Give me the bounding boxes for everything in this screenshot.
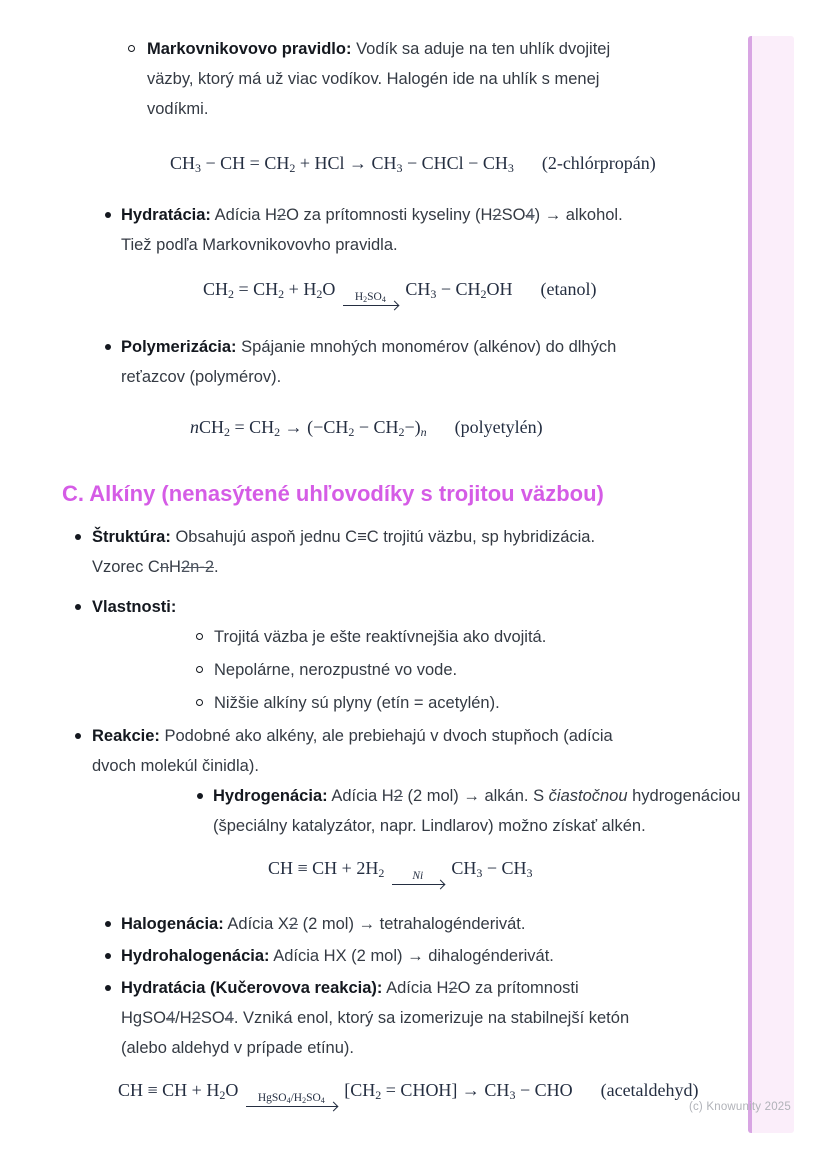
reaction-condition-label: $HgSO_4/H_2SO_4$ (257, 1092, 325, 1105)
equation-formula: CH ≡ CH + $2H_2$ Ni $CH_3 - CH_3$ (268, 858, 532, 878)
term-label: Markovnikovovo pravidlo: (147, 40, 352, 58)
equation-polyethylene (0, 412, 828, 442)
term-text: Adícia X2 (2 mol) → tetrahalogénderivát. (227, 915, 526, 933)
term-label: Reakcie: (92, 727, 160, 745)
bullet-icon (105, 953, 111, 959)
term-text: Adícia H2 (2 mol) → alkán. S čiastočnou hydrogenáciou (špeciálny katalyzátor, napr. Lindlarov) možno získať alkén. (213, 787, 741, 835)
alkyne-reactions-sublist-continued (0, 909, 828, 1063)
equation-formula: $nCH_2 = CH_2 \to (-CH_2 - CH_2-)_n$ (190, 417, 427, 439)
list-item-vlastnosti (0, 592, 828, 718)
circle-bullet-icon (196, 633, 203, 640)
alkene-rules-sublist (0, 34, 828, 124)
bullet-icon (75, 733, 81, 739)
term-text: Adícia H2O za prítomnosti kyseliny (H2SO4) → alkohol. Tiež podľa Markovnikovovho pravidla. (121, 206, 623, 254)
term-text: Spájanie mnohých monomérov (alkénov) do dlhých reťazcov (polymérov). (121, 338, 617, 386)
term-text: Vodík sa aduje na ten uhlík dvojitej väzby, ktorý má už viac vodíkov. Halogén ide na uhlík s menej vodíkmi. (147, 40, 611, 118)
term-text: Adícia H2O za prítomnosti HgSO4/H2SO4. Vzniká enol, ktorý sa izomerizuje na stabilnejší ketón (alebo aldehyd v prípade etínu). (121, 979, 630, 1057)
list-item-hydrohalogenacia (0, 941, 828, 971)
equation-formula: $CH_2 = CH_2 + H_2O$ $H_2SO_4$ $CH_3 - CH_2OH$ (203, 279, 513, 299)
equation-product-note: (acetaldehyd) (600, 1080, 699, 1100)
equation-ethanol (0, 274, 828, 312)
bullet-icon (105, 212, 111, 218)
alkene-reactions-list (0, 200, 828, 260)
bullet-icon (105, 344, 111, 350)
term-label: Hydratácia (Kučerovova reakcia): (121, 979, 383, 997)
term-text: Nepolárne, nerozpustné vo vode. (214, 661, 458, 679)
list-item-vlastnost-2 (92, 655, 828, 685)
arrow-line (343, 305, 398, 312)
bullet-icon (75, 534, 81, 540)
circle-bullet-icon (196, 666, 203, 673)
alkene-reactions-list-continued (0, 332, 828, 392)
term-label: Hydratácia: (121, 206, 211, 224)
list-item-vlastnost-1 (92, 622, 828, 652)
arrow-line (392, 884, 444, 891)
term-label: Hydrohalogenácia: (121, 947, 270, 965)
bullet-icon (75, 604, 81, 610)
term-text: Adícia HX (2 mol) → dihalogénderivát. (273, 947, 554, 965)
arrow-line (246, 1106, 337, 1113)
watermark: (c) Knowunity 2025 (688, 1101, 791, 1113)
section-heading-alkyny: C. Alkíny (nenasýtené uhľovodíky s trojitou väzbou) (62, 481, 604, 506)
reaction-arrow-icon (246, 1092, 337, 1113)
reaction-condition-label: Ni (412, 870, 424, 882)
list-item-vlastnost-3 (92, 688, 828, 718)
list-item-hydrogenacia (92, 781, 828, 841)
term-label: Hydrogenácia: (213, 787, 328, 805)
term-label: Vlastnosti: (92, 598, 177, 616)
term-text: Trojitá väzba je ešte reaktívnejšia ako dvojitá. (214, 628, 547, 646)
term-text: Obsahujú aspoň jednu C≡C trojitú väzbu, sp hybridizácia. Vzorec CnH2n-2. (92, 528, 596, 576)
equation-chloropropane (0, 148, 828, 178)
list-item-markovnikov-rule (0, 34, 828, 124)
list-item-polymerizacia (0, 332, 828, 392)
bullet-icon (105, 985, 111, 991)
term-text: Podobné ako alkény, ale prebiehajú v dvoch stupňoch (adícia dvoch molekúl činidla). (92, 727, 613, 775)
bullet-icon (197, 793, 203, 799)
equation-product-note: (polyetylén) (454, 417, 543, 437)
reaction-arrow-icon (392, 870, 444, 891)
equation-ethane (0, 853, 828, 891)
equation-product-note: (etanol) (540, 279, 597, 299)
equation-formula: CH ≡ CH + $H_2O$ $HgSO_4/H_2SO_4$ [$CH_2$ = CHOH] → $CH_3$ − CHO (118, 1080, 573, 1100)
list-item-hydratacia-kucerov (0, 973, 828, 1063)
vlastnosti-sublist (92, 622, 828, 718)
equation-product-note: (2-chlórpropán) (541, 153, 656, 173)
alkyne-reactions-sublist (92, 781, 828, 841)
term-label: Štruktúra: (92, 528, 171, 546)
list-item-reakcie (0, 721, 828, 841)
list-item-halogenacia (0, 909, 828, 939)
bullet-icon (105, 921, 111, 927)
reaction-condition-label: $H_2SO_4$ (354, 291, 386, 304)
circle-bullet-icon (128, 45, 135, 52)
equation-formula: $CH_3$ − CH = $CH_2$ + HCl → $CH_3$ − CHCl − $CH_3$ (170, 153, 514, 175)
term-label: Halogenácia: (121, 915, 224, 933)
term-text: Nižšie alkíny sú plyny (etín = acetylén). (214, 694, 500, 712)
term-label: Polymerizácia: (121, 338, 237, 356)
circle-bullet-icon (196, 699, 203, 706)
list-item-hydratacia (0, 200, 828, 260)
list-item-struktura (0, 522, 828, 582)
alkyne-properties-list (0, 522, 828, 841)
reaction-arrow-icon (343, 291, 398, 312)
